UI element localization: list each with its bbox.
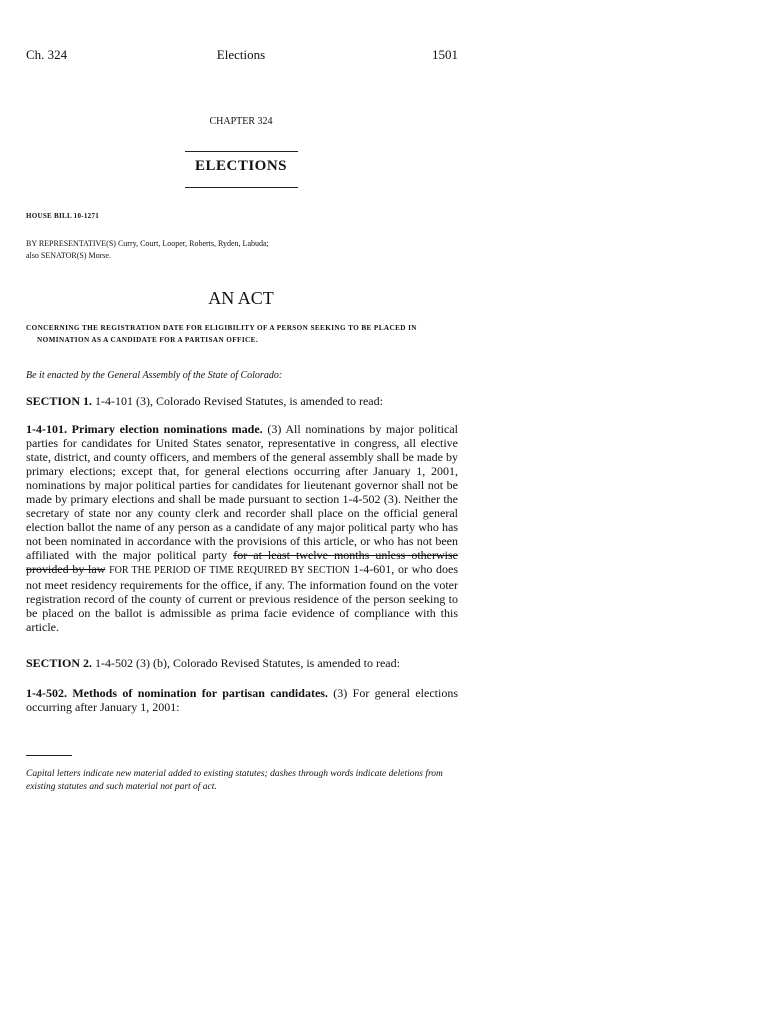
section-1-text: 1-4-101 (3), Colorado Revised Statutes, is amended to read: [95, 394, 383, 408]
sponsors-representatives: BY REPRESENTATIVE(S) Curry, Court, Looper, Roberts, Ryden, Labuda; [26, 239, 269, 248]
concerning-line-2: NOMINATION AS A CANDIDATE FOR A PARTISAN OFFICE. [37, 336, 259, 344]
section-2-label: SECTION 2. [26, 656, 93, 670]
footnote-rule [26, 755, 72, 756]
section-2-heading [26, 656, 458, 670]
statute-1-4-101 [26, 422, 458, 634]
deleted-text: for at least twelve months unless otherwise provided by law [26, 548, 458, 576]
section-2-text: 1-4-502 (3) (b), Colorado Revised Statutes, is amended to read: [95, 656, 400, 670]
footnote: Capital letters indicate new material added to existing statutes; dashes through words indicate deletions from existing statutes and such material not part of act. [26, 769, 443, 792]
enacting-clause: Be it enacted by the General Assembly of the State of Colorado: [26, 370, 283, 381]
sponsors-senators: also SENATOR(S) Morse. [26, 251, 111, 260]
statute-1-4-502 [26, 686, 458, 714]
statute-1-4-101-text: (3) All nominations by major political parties for candidates for United States senator, representative in congress, all elective state, district, and county officers, and members of the general assembly shall be made by primary elections; except that, for general elections occurring after January 1, 2001, nominations by major political parties for candidates for lieutenant governor shall not be made by primary elections and shall be made pursuant to section 1-4-502 (3). Neither the secretary of state nor any county clerk and recorder shall place on the official general election ballot the name of any person as a candidate of any major political party who has not been nominated in accordance with the provisions of this article, or who has not been affiliated with the major political party [26, 422, 459, 562]
bill-number: HOUSE BILL 10-1271 [26, 212, 100, 220]
statute-1-4-101-heading: Primary election nominations made. [71, 422, 263, 436]
running-title-header: Elections [216, 47, 266, 62]
chapter-title: ELECTIONS [194, 158, 288, 174]
act-heading: AN ACT [208, 288, 274, 308]
title-rule-bottom [185, 187, 298, 188]
sponsors [26, 238, 269, 262]
statute-1-4-101-text-end: 1-4-601, or who does not meet residency requirements for the office, if any. The information found on the voter registration record of the county of current or previous residence of the person seeking to be placed on the ballot is admissible as prima facie evidence of compliance with this article. [26, 562, 459, 634]
section-1-heading [26, 394, 458, 408]
chapter-number-header: Ch. 324 [26, 47, 68, 62]
page-number: 1501 [432, 47, 458, 62]
chapter-label: CHAPTER 324 [209, 116, 273, 127]
statute-1-4-101-number: 1-4-101. [26, 422, 67, 436]
title-rule-top [185, 151, 298, 152]
statute-1-4-502-heading: 1-4-502. Methods of nomination for partisan candidates. [26, 686, 328, 700]
statute-1-4-502-text: (3) For general elections occurring after January 1, 2001: [26, 686, 458, 714]
concerning-line-1: CONCERNING THE REGISTRATION DATE FOR ELIGIBILITY OF A PERSON SEEKING TO BE PLACED IN [26, 324, 417, 332]
added-text: FOR THE PERIOD OF TIME REQUIRED BY SECTION [109, 565, 350, 576]
section-1-label: SECTION 1. [26, 394, 93, 408]
act-concerning-title [26, 322, 461, 346]
